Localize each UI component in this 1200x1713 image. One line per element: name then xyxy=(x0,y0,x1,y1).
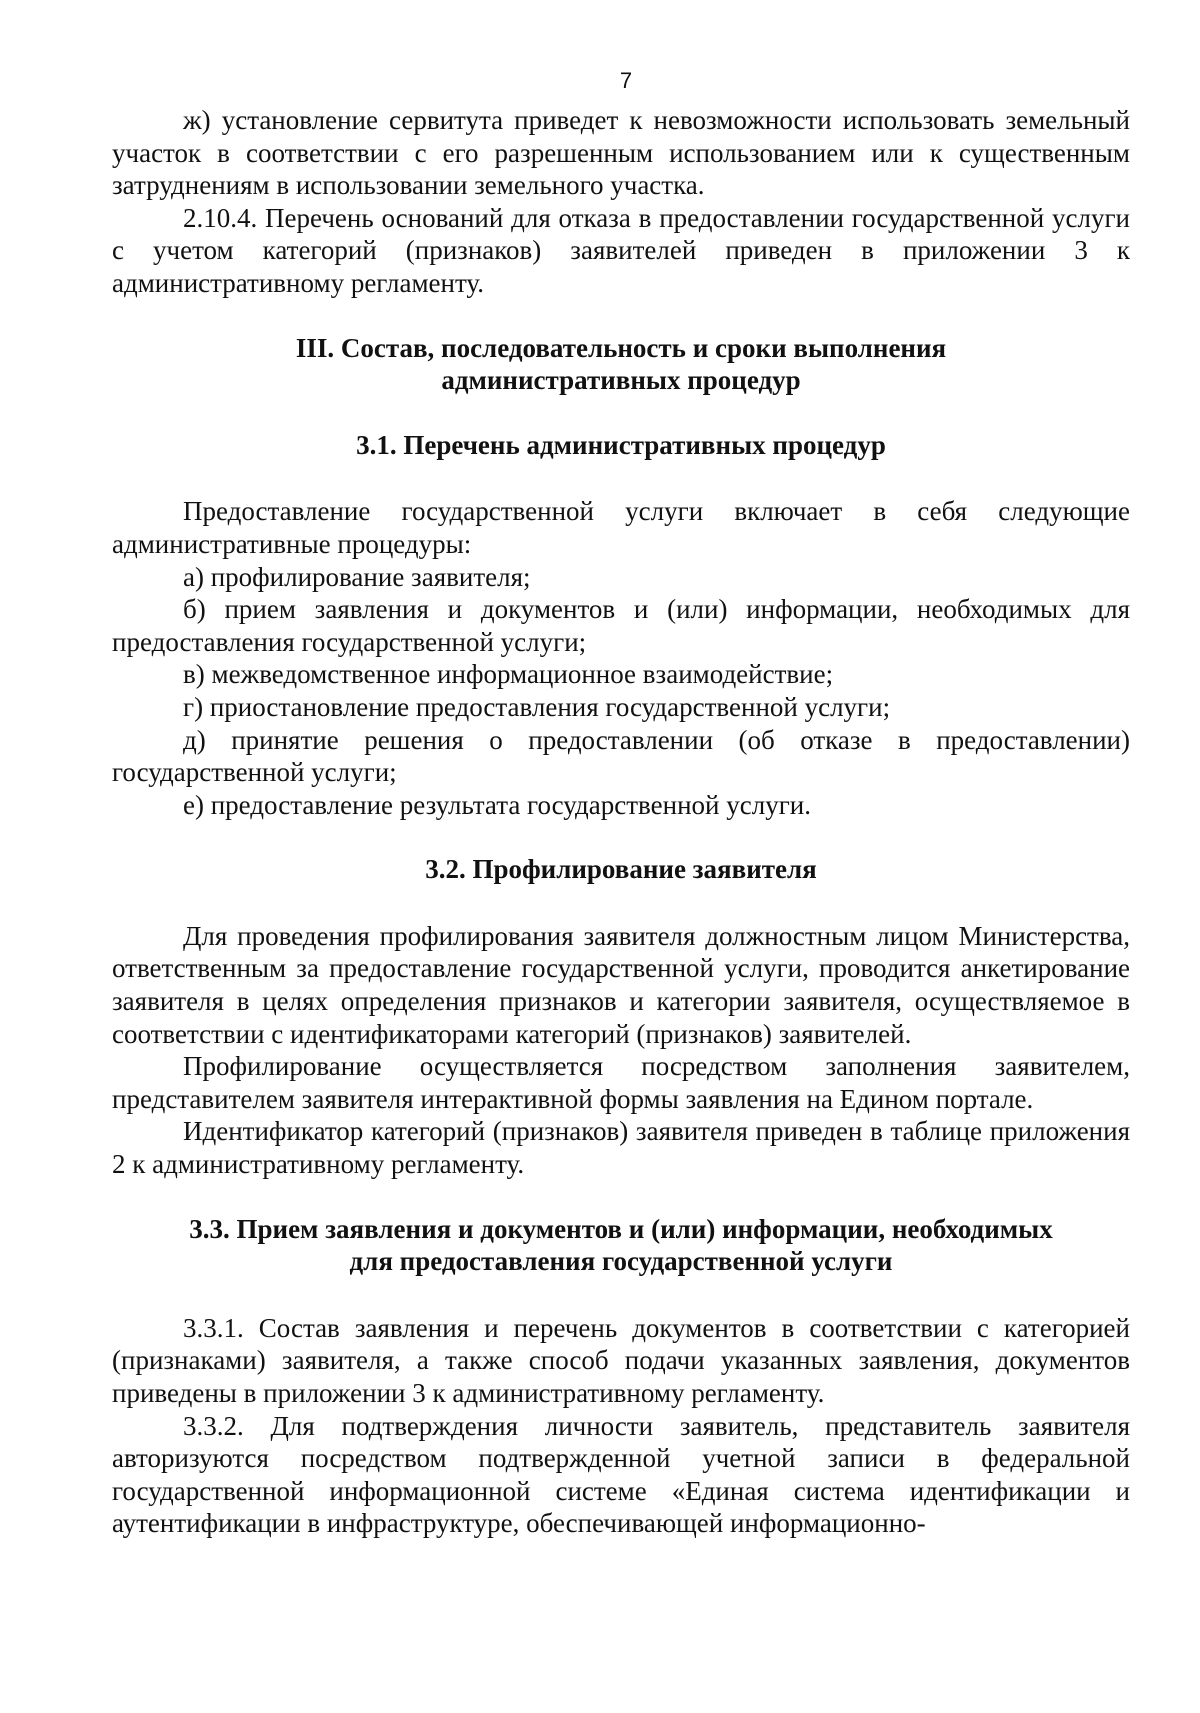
document-page xyxy=(112,66,1130,1540)
section-3-2-paragraph-2: Профилирование осуществляется посредством заполнения заявителем, представителем заявителя интерактивной формы заявления на Едином портале. xyxy=(112,1051,1130,1114)
list-item-g: г) приостановление предоставления государственной услуги; xyxy=(183,691,891,722)
list-item-e: е) предоставление результата государственной услуги. xyxy=(183,789,811,820)
paragraph-servitude: ж) установление сервитута приведет к невозможности использовать земельный участок в соответствии с его разрешенным использованием или к существенным затруднениям в использовании земельного участка. xyxy=(112,105,1130,201)
paragraph-3-3-1: 3.3.1. Состав заявления и перечень документов в соответствии с категорией (признаками) заявителя, а также способ подачи указанных заявления, документов приведены в приложении 3 к административному регламенту. xyxy=(112,1312,1130,1408)
section-3-2-heading: 3.2. Профилирование заявителя xyxy=(425,854,817,885)
section-3-3-heading-line2: для предоставления государственной услуги xyxy=(349,1246,893,1277)
paragraph-3-3-2: 3.3.2. Для подтверждения личности заявитель, представитель заявителя авторизуются посредством подтвержденной учетной записи в федеральной государственной информационной системе «Единая система идентификации и аутентификации в инфраструктуре, обеспечивающей информационно- xyxy=(112,1410,1130,1539)
page-number: 7 xyxy=(619,68,633,93)
list-item-v: в) межведомственное информационное взаимодействие; xyxy=(183,659,834,690)
section-3-1-intro: Предоставление государственной услуги включает в себя следующие административные процедуры: xyxy=(112,496,1130,559)
paragraph-2-10-4: 2.10.4. Перечень оснований для отказа в предоставлении государственной услуги с учетом категорий (признаков) заявителей приведен в приложении 3 к административному регламенту. xyxy=(112,202,1130,298)
list-item-b: б) прием заявления и документов и (или) информации, необходимых для предоставления государственной услуги; xyxy=(112,594,1130,657)
section-3-1-heading: 3.1. Перечень административных процедур xyxy=(356,429,886,460)
list-item-a: а) профилирование заявителя; xyxy=(183,561,531,592)
section-3-3-heading xyxy=(112,1213,1130,1278)
list-item-d: д) принятие решения о предоставлении (об отказе в предоставлении) государственной услуги; xyxy=(112,724,1130,788)
section-3-heading-line2: административных процедур xyxy=(441,365,801,396)
section-3-heading-line1: III. Состав, последовательность и сроки выполнения xyxy=(295,332,947,363)
section-3-2-paragraph-1: Для проведения профилирования заявителя должностным лицом Министерства, ответственным за предоставление государственной услуги, проводится анкетирование заявителя в целях определения признаков и категории заявителя, осуществляемое в соответствии с идентификаторами категорий (признаков) заявителей. xyxy=(112,920,1130,1049)
section-3-3-heading-line1: 3.3. Прием заявления и документов и (или) информации, необходимых xyxy=(189,1213,1053,1244)
section-3-heading xyxy=(112,332,1130,397)
section-3-2-paragraph-3: Идентификатор категорий (признаков) заявителя приведен в таблице приложения 2 к административному регламенту. xyxy=(112,1116,1130,1180)
